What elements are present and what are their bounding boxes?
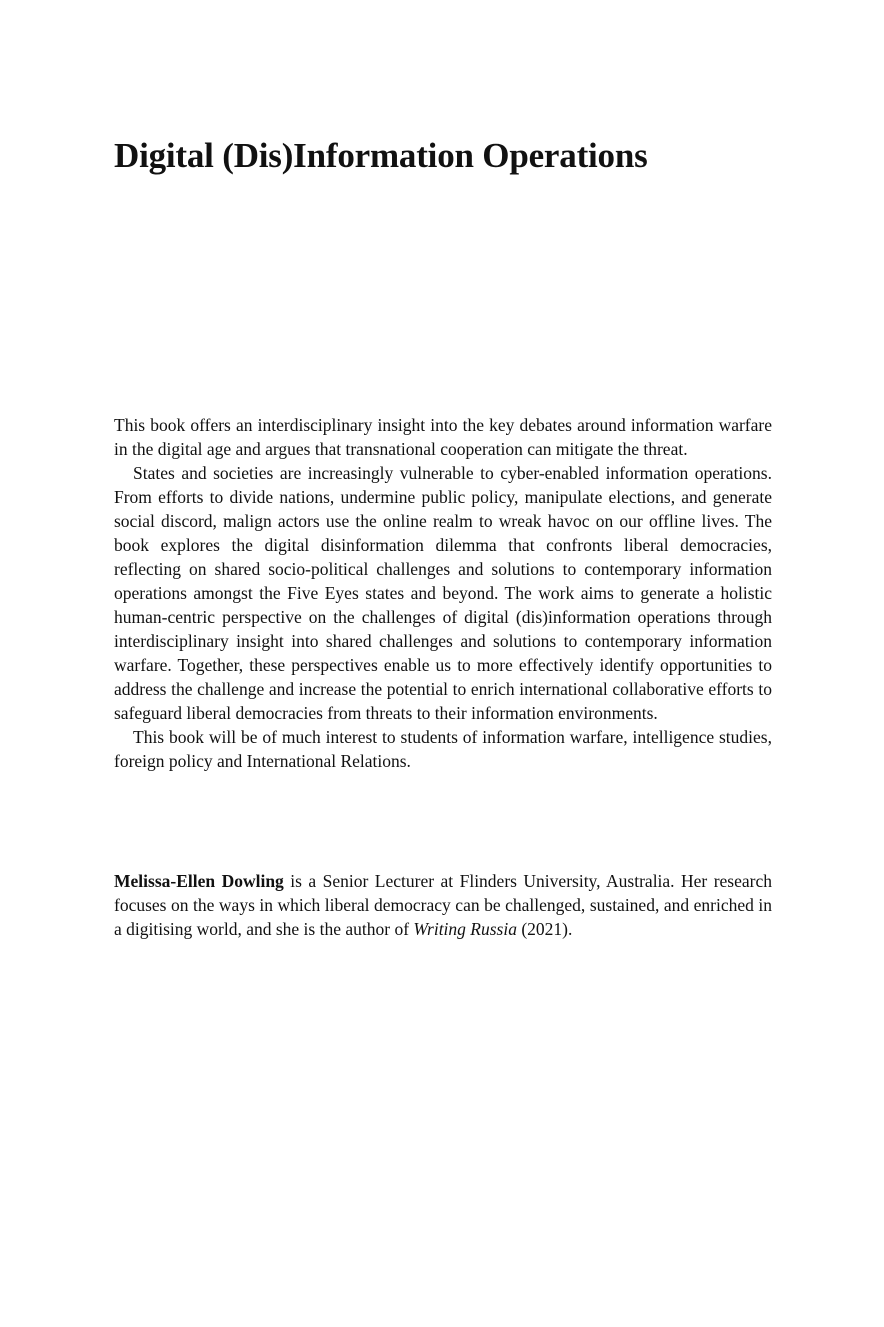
author-book-title: Writing Russia <box>413 919 517 939</box>
book-description <box>114 413 772 773</box>
description-paragraph-1: This book offers an interdisciplinary insight into the key debates around information warfare in the digital age and argues that transnational cooperation can mitigate the threat. <box>114 415 772 459</box>
author-bio-year: (2021). <box>516 919 573 939</box>
author-bio-text: is a Senior Lecturer at Flinders University, Australia. Her research focuses on the ways in which liberal democracy can be challenged, sustained, and enriched in a digitising world, and she is the author of <box>114 871 773 939</box>
author-name: Melissa-Ellen Dowling <box>114 871 284 891</box>
author-bio <box>114 869 772 941</box>
page-title: Digital (Dis)Information Operations <box>114 136 648 175</box>
description-paragraph-3: This book will be of much interest to students of information warfare, intelligence studies, foreign policy and International Relations. <box>114 727 772 771</box>
description-paragraph-2: States and societies are increasingly vulnerable to cyber-enabled information operations. From efforts to divide nations, undermine public policy, manipulate elections, and generate social discord, malign actors use the online realm to wreak havoc on our offline lives. The book explores the digital disinformation dilemma that confronts liberal democracies, reflecting on shared socio-political challenges and solutions to contemporary information operations amongst the Five Eyes states and beyond. The work aims to generate a holistic human-centric perspective on the challenges of digital (dis)information operations through interdisciplinary insight into shared challenges and solutions to contemporary information warfare. Together, these perspectives enable us to more effectively identify opportunities to address the challenge and increase the potential to enrich international collaborative efforts to safeguard liberal democracies from threats to their information environments. <box>114 463 772 723</box>
